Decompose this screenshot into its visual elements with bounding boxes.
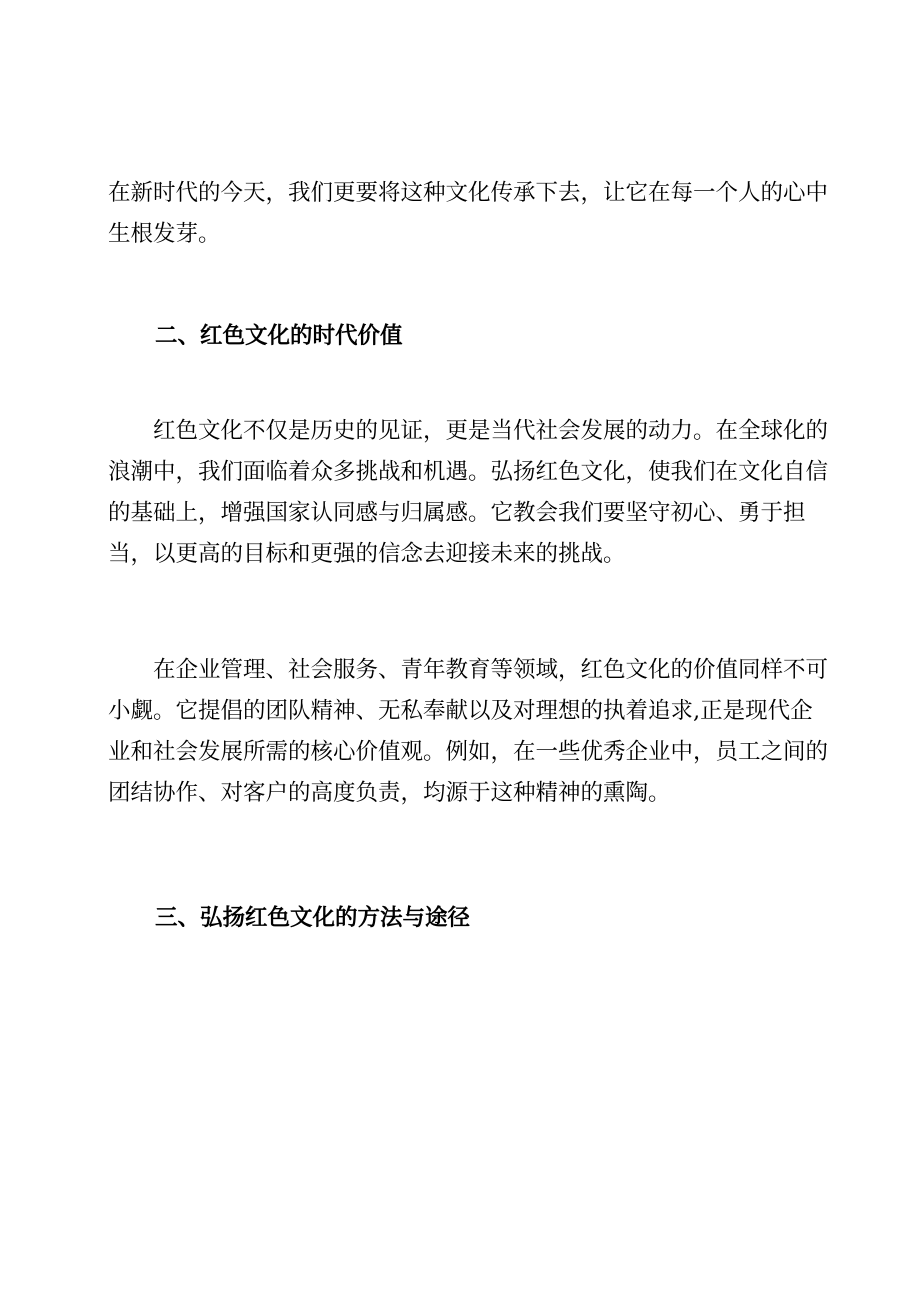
- intro-paragraph-tail: 在新时代的今天，我们更要将这种文化传承下去，让它在每一个人的心中生根发芽。: [108, 180, 829, 247]
- section-2-heading: 二、红色文化的时代价值: [155, 323, 403, 349]
- section-2-paragraph-2: 在企业管理、社会服务、青年教育等领域，红色文化的价值同样不可小觑。它提倡的团队精神、无私奉献以及对理想的执着追求,正是现代企业和社会发展所需的核心价值观。例如，在一些优秀企业中，员工之间的团结协作、对客户的高度负责，均源于这种精神的熏陶。: [108, 657, 829, 806]
- section-3-heading: 三、弘扬红色文化的方法与途径: [155, 905, 471, 931]
- section-2-paragraph-1: 红色文化不仅是历史的见证，更是当代社会发展的动力。在全球化的浪潮中，我们面临着众多挑战和机遇。弘扬红色文化，使我们在文化自信的基础上，增强国家认同感与归属感。它教会我们要坚守初心、勇于担当，以更高的目标和更强的信念去迎接未来的挑战。: [108, 418, 829, 567]
